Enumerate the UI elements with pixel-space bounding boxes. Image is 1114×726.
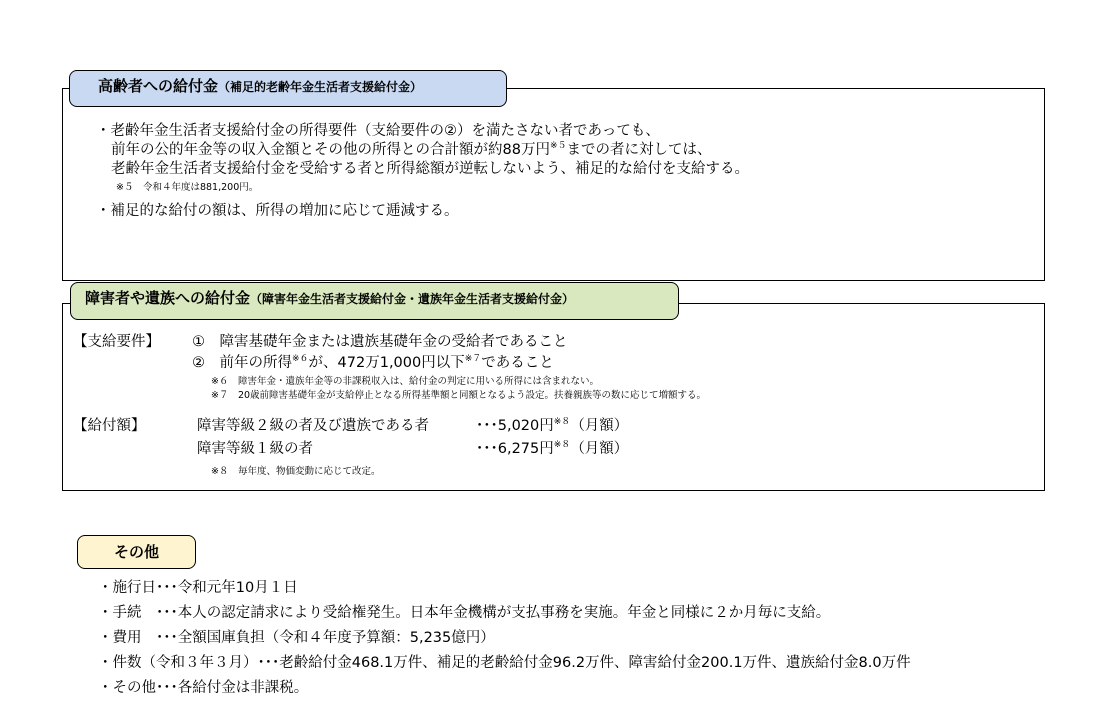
requirement-2 [192, 353, 554, 373]
section2-title-tab [70, 282, 679, 320]
footnote-ref-5: ※５ [549, 141, 567, 152]
footnote-ref-7: ※７ [464, 354, 482, 365]
section1-line-3: 老齢年金生活者支援給付金を受給する者と所得総額が逆転しないよう、補足的な給付を支給する。 [111, 161, 749, 177]
footnote-7: ※７ 20歳前障害基礎年金が支給停止となる所得基準額と同額となるよう設定。扶養親族等の数に応じて増額する。 [211, 390, 707, 401]
section2-title: 障害者や遺族への給付金 [85, 289, 251, 307]
section1-line-4: ・補足的な給付の額は、所得の増加に応じて逓減する。 [96, 203, 459, 219]
amount-1-label: 障害等級２級の者及び遺族である者 [197, 418, 429, 434]
footnote-6: ※６ 障害年金・遺族年金等の非課税収入は、給付金の判定に用いる所得には含まれない。 [211, 376, 599, 387]
amount-2-monthly: （月額） [570, 441, 629, 457]
footnote-5: ※５ 令和４年度は881,200円。 [116, 182, 259, 193]
section1-title: 高齢者への給付金 [98, 77, 219, 95]
requirement-1: ① 障害基礎年金または遺族基礎年金の受給者であること [192, 334, 568, 350]
other-item-1: ・施行日･･･令和元年10月１日 [98, 580, 298, 596]
other-item-2: ・手続 ･･･本人の認定請求により受給権発生。日本年金機構が支払事務を実施。年金と同様に２か月毎に支給。 [98, 605, 831, 621]
amount-1-value [476, 416, 628, 436]
amount-label: 【給付額】 [73, 418, 146, 434]
section1-line-1: ・老齢年金生活者支援給付金の所得要件（支給要件の②）を満たさない者であっても、 [96, 123, 660, 139]
section1-line-2 [111, 140, 712, 160]
footnote-ref-8a: ※８ [553, 417, 571, 428]
footnote-8: ※８ 毎年度、物価変動に応じて改定。 [211, 466, 381, 477]
section2-subtitle: （障害年金生活者支援給付金・遺族年金生活者支援給付金） [250, 292, 575, 306]
section1-line-2-text: 前年の公的年金等の収入金額とその他の所得との合計額が約88万円 [111, 142, 550, 158]
other-item-4: ・件数（令和３年３月）･･･老齢給付金468.1万件、補足的老齢給付金96.2万件、障害給付金200.1万件、遺族給付金8.0万件 [98, 655, 911, 671]
amount-1-text: ･･･5,020円 [476, 418, 554, 434]
section3-title-tab [77, 535, 196, 569]
requirements-label: 【支給要件】 [73, 334, 160, 350]
other-item-3: ・費用 ･･･全額国庫負担（令和４年度予算額：5,235億円） [98, 630, 495, 646]
footnote-ref-8b: ※８ [553, 440, 571, 451]
section1-line-2-rest: までの者に対しては、 [566, 142, 712, 158]
section1-subtitle: （補足的老齢年金生活者支援給付金） [218, 80, 423, 94]
other-item-5: ・その他･･･各給付金は非課税。 [98, 680, 309, 696]
section1-title-tab [69, 70, 507, 107]
amount-2-value [476, 439, 628, 459]
requirement-2-pre: ② 前年の所得 [192, 355, 292, 371]
amount-1-monthly: （月額） [570, 418, 629, 434]
requirement-2-post: であること [481, 355, 554, 371]
amount-2-label: 障害等級１級の者 [197, 441, 313, 457]
requirement-2-mid: が、472万1,000円以下 [308, 355, 465, 371]
amount-2-text: ･･･6,275円 [476, 441, 554, 457]
footnote-ref-6: ※６ [292, 354, 309, 365]
section3-title: その他 [113, 543, 159, 561]
